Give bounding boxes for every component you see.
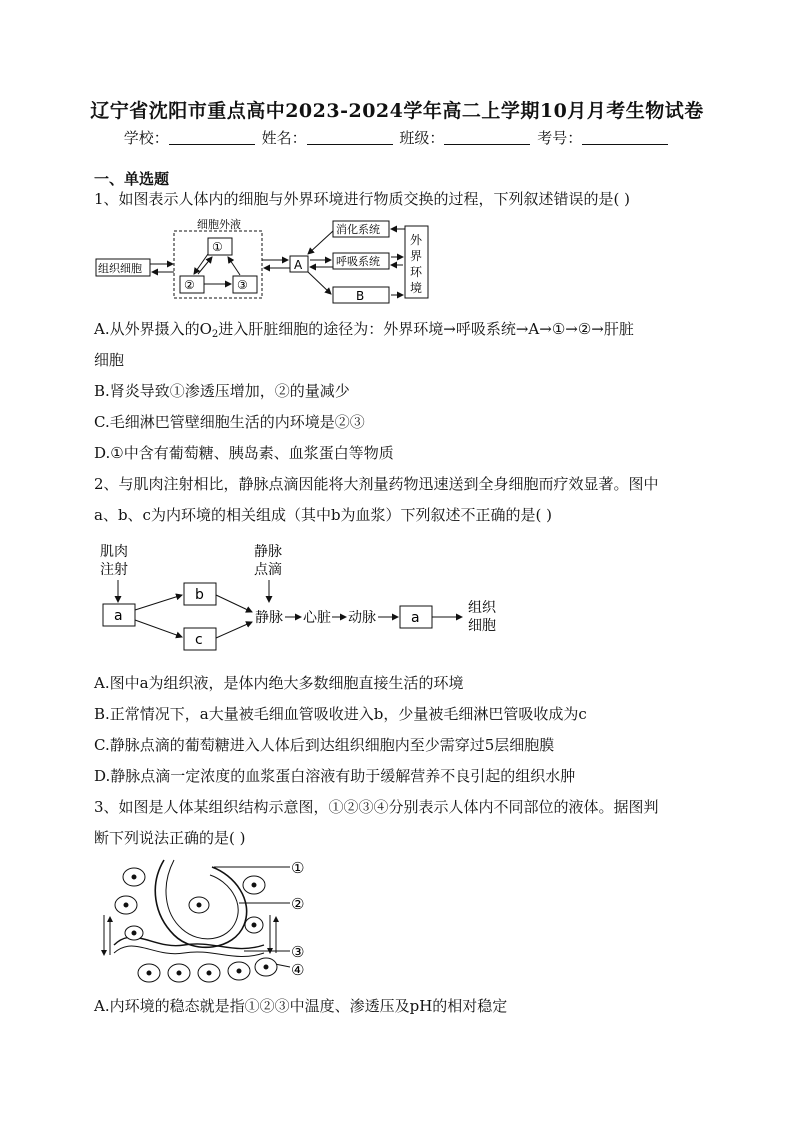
node-a-label: A — [294, 258, 303, 272]
q1-option-c[interactable]: C.毛细淋巴管壁细胞生活的内环境是②③ — [94, 413, 365, 431]
number-blank[interactable] — [582, 130, 668, 145]
tissue-cell-label: 组织细胞 — [98, 262, 142, 275]
school-blank[interactable] — [169, 130, 255, 145]
class-blank[interactable] — [444, 130, 530, 145]
box-a-right-label: a — [411, 610, 420, 626]
node-b-label: B — [356, 289, 365, 303]
iv-label-1: 静脉 — [254, 544, 282, 560]
q2-diagram — [94, 540, 514, 660]
node-2-label: ② — [184, 278, 195, 292]
env-char-4: 境 — [410, 281, 423, 295]
section-heading: 一、单选题 — [94, 170, 170, 188]
student-info-line — [0, 127, 794, 148]
q2-stem-line1: 2、与肌肉注射相比，静脉点滴因能将大剂量药物迅速送到全身细胞而疗效显著。图中 — [94, 475, 659, 493]
q2-stem-line2: a、b、c为内环境的相关组成（其中b为血浆）下列叙述不正确的是( ) — [94, 506, 553, 524]
box-a-left-label: a — [114, 608, 123, 624]
node-3-label: ③ — [237, 278, 248, 292]
q3-option-a[interactable]: A.内环境的稳态就是指①②③中温度、渗透压及pH的相对稳定 — [94, 997, 508, 1015]
q1-option-d[interactable]: D.①中含有葡萄糖、胰岛素、血浆蛋白等物质 — [94, 444, 394, 462]
vein-label: 静脉 — [255, 610, 283, 626]
q1-option-a-sub: 2 — [211, 329, 219, 340]
env-char-3: 环 — [410, 265, 423, 279]
name-label: 姓名： — [261, 129, 307, 147]
q1-option-a-line2: 细胞 — [94, 351, 125, 369]
q2-option-a[interactable]: A.图中a为组织液，是体内绝大多数细胞直接生活的环境 — [94, 674, 464, 692]
q1-option-a-pre: A.从外界摄入的O — [94, 320, 212, 338]
q3-tissue-diagram — [94, 855, 324, 985]
box-b-label: b — [195, 587, 204, 603]
artery-label: 动脉 — [348, 610, 376, 626]
node-1-label: ① — [212, 240, 223, 254]
q3-label-4: ④ — [291, 961, 305, 979]
digestive-label: 消化系统 — [336, 223, 380, 236]
im-label-2: 注射 — [100, 562, 128, 578]
env-char-1: 外 — [410, 233, 423, 247]
q1-option-a-post: 进入肝脏细胞的途径为：外界环境→呼吸系统→A→①→②→肝脏 — [218, 320, 634, 338]
name-blank[interactable] — [307, 130, 393, 145]
class-label: 班级： — [399, 129, 445, 147]
q1-option-a[interactable] — [94, 318, 704, 346]
q2-option-c[interactable]: C.静脉点滴的葡萄糖进入人体后到达组织细胞内至少需穿过5层细胞膜 — [94, 736, 555, 754]
q3-label-3: ③ — [291, 943, 305, 961]
number-label: 考号： — [537, 129, 583, 147]
cell-label-2: 细胞 — [468, 618, 496, 634]
box-c-label: c — [195, 632, 203, 648]
exam-title: 辽宁省沈阳市重点高中2023-2024学年高二上学期10月月考生物试卷 — [90, 100, 704, 122]
extracellular-label: 细胞外液 — [197, 218, 241, 231]
env-char-2: 界 — [410, 249, 423, 263]
q1-option-b[interactable]: B.肾炎导致①渗透压增加，②的量减少 — [94, 382, 350, 400]
im-label-1: 肌肉 — [100, 544, 128, 560]
iv-label-2: 点滴 — [254, 562, 282, 578]
q3-stem-line2: 断下列说法正确的是( ) — [94, 829, 246, 847]
heart-label: 心脏 — [303, 610, 331, 626]
q2-option-b[interactable]: B.正常情况下，a大量被毛细血管吸收进入b，少量被毛细淋巴管吸收成为c — [94, 705, 587, 723]
q1-stem: 1、如图表示人体内的细胞与外界环境进行物质交换的过程，下列叙述错误的是( ) — [94, 190, 631, 208]
school-label: 学校： — [123, 129, 169, 147]
q3-label-1: ① — [291, 859, 305, 877]
q1-diagram — [94, 214, 434, 310]
cell-label-1: 组织 — [468, 600, 496, 616]
q3-label-2: ② — [291, 895, 305, 913]
q2-option-d[interactable]: D.静脉点滴一定浓度的血浆蛋白溶液有助于缓解营养不良引起的组织水肿 — [94, 767, 576, 785]
respiratory-label: 呼吸系统 — [336, 255, 380, 268]
q3-stem-line1: 3、如图是人体某组织结构示意图，①②③④分别表示人体内不同部位的液体。据图判 — [94, 798, 659, 816]
